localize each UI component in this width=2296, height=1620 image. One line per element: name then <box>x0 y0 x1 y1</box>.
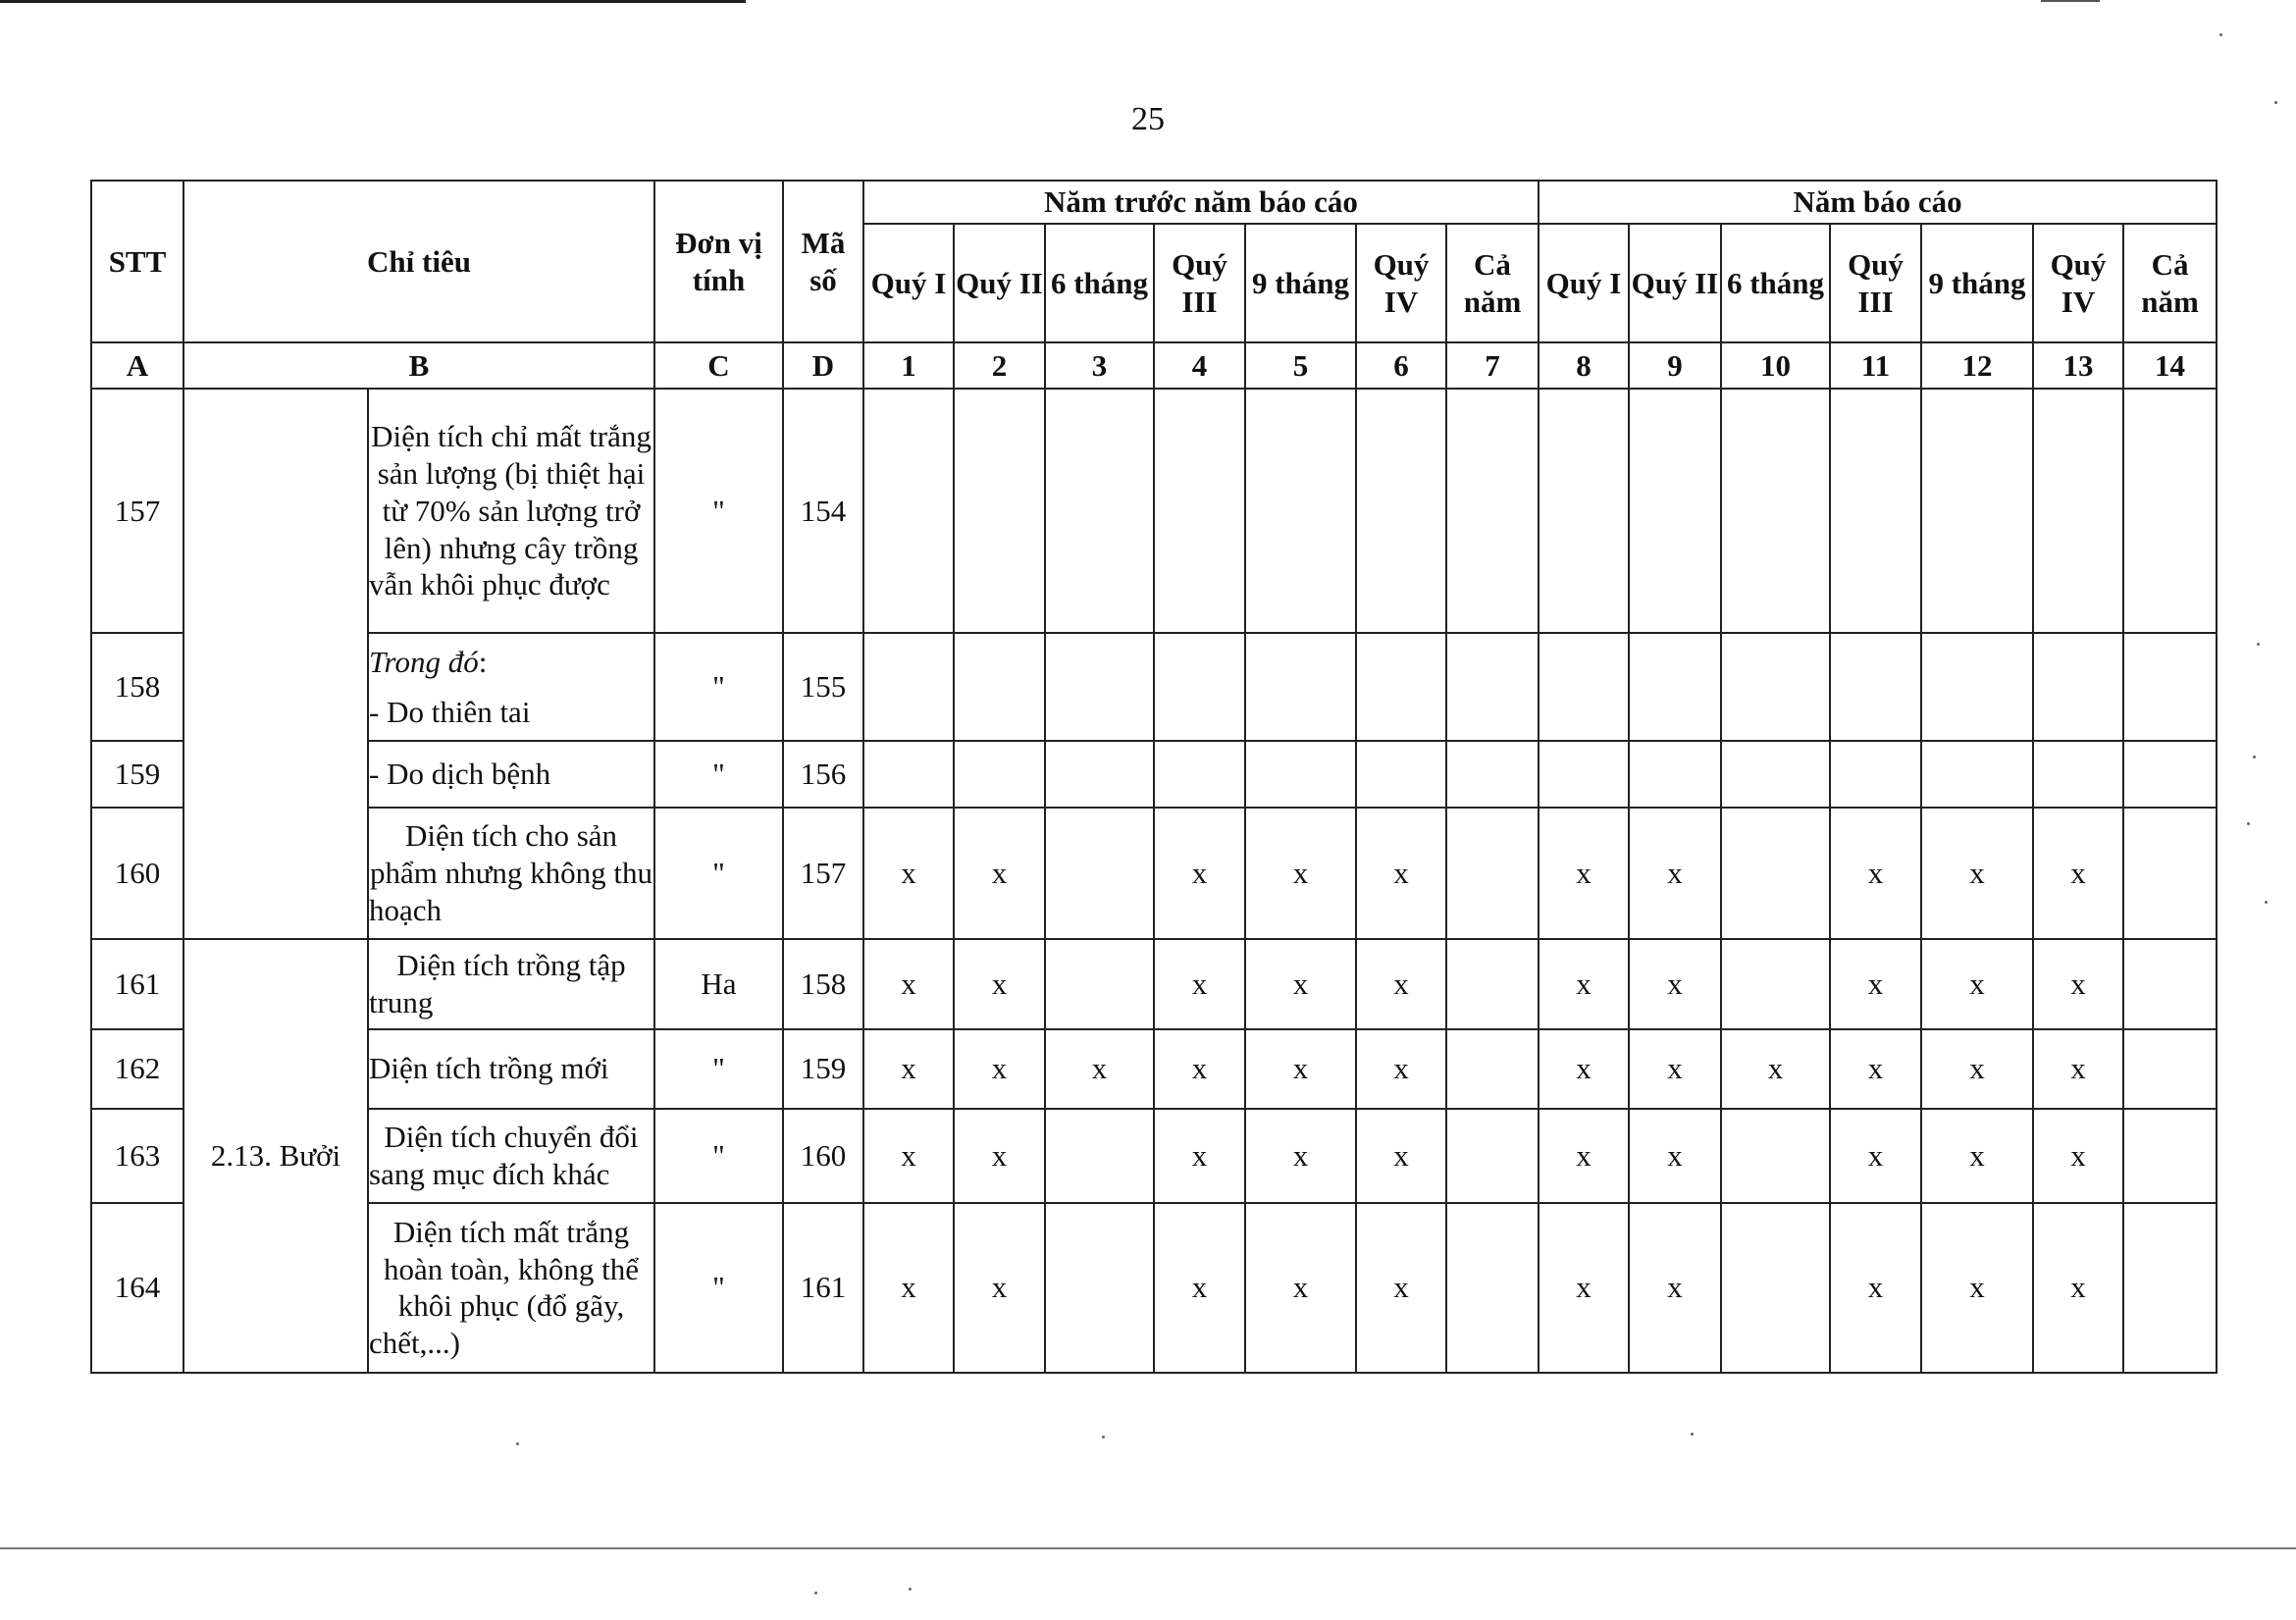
column-letter: C <box>654 342 783 389</box>
column-letter: 14 <box>2123 342 2217 389</box>
header-period-curr-7: Cả năm <box>2123 224 2217 342</box>
value-cell <box>2033 741 2123 807</box>
value-cell <box>1154 741 1245 807</box>
scan-speck <box>2219 33 2222 36</box>
value-cell <box>2033 633 2123 741</box>
value-cell: x <box>1154 808 1245 939</box>
row-indicator: - Do dịch bệnh <box>368 741 654 807</box>
value-cell: x <box>1629 1109 1721 1203</box>
row-code: 158 <box>783 939 863 1029</box>
value-cell <box>863 633 954 741</box>
row-code: 159 <box>783 1029 863 1109</box>
row-code: 156 <box>783 741 863 807</box>
value-cell <box>1446 1109 1539 1203</box>
scan-speck <box>2265 901 2268 904</box>
value-cell: x <box>1921 808 2033 939</box>
value-cell: x <box>1629 808 1721 939</box>
value-cell <box>1830 389 1921 634</box>
value-cell <box>2123 939 2217 1029</box>
value-cell: x <box>1830 1029 1921 1109</box>
table-row <box>91 633 2217 741</box>
header-period-prev-5: 9 tháng <box>1245 224 1356 342</box>
column-letter: 10 <box>1721 342 1830 389</box>
value-cell <box>1721 741 1830 807</box>
value-cell: x <box>1921 939 2033 1029</box>
value-cell <box>1045 1203 1154 1373</box>
value-cell <box>1629 633 1721 741</box>
value-cell: x <box>863 1203 954 1373</box>
value-cell: x <box>2033 808 2123 939</box>
value-cell <box>1045 633 1154 741</box>
value-cell: x <box>1356 1203 1446 1373</box>
header-period-prev-1: Quý I <box>863 224 954 342</box>
row-indicator-sub: - Do thiên tai <box>369 695 531 730</box>
value-cell <box>1446 1203 1539 1373</box>
top-scan-rule <box>0 0 746 3</box>
table-row <box>91 1029 2217 1109</box>
value-cell <box>1721 939 1830 1029</box>
row-code: 154 <box>783 389 863 634</box>
value-cell <box>2123 389 2217 634</box>
scan-speck <box>2247 822 2250 825</box>
row-unit: " <box>654 633 783 741</box>
value-cell <box>1921 741 2033 807</box>
value-cell <box>1245 633 1356 741</box>
value-cell <box>1921 633 2033 741</box>
value-cell: x <box>863 939 954 1029</box>
row-unit: " <box>654 1109 783 1203</box>
value-cell <box>1154 633 1245 741</box>
column-letter: 8 <box>1539 342 1629 389</box>
row-code: 160 <box>783 1109 863 1203</box>
row-indicator: Diện tích trồng mới <box>368 1029 654 1109</box>
row-indicator-suffix: : <box>478 644 488 679</box>
value-cell <box>1045 1109 1154 1203</box>
column-letter: 1 <box>863 342 954 389</box>
value-cell: x <box>1245 1203 1356 1373</box>
table-row <box>91 1109 2217 1203</box>
table-row <box>91 741 2217 807</box>
value-cell: x <box>954 808 1045 939</box>
row-stt: 161 <box>91 939 183 1029</box>
value-cell: x <box>954 939 1045 1029</box>
header-stt: STT <box>91 181 183 342</box>
row-stt: 159 <box>91 741 183 807</box>
value-cell: x <box>1921 1029 2033 1109</box>
value-cell <box>863 741 954 807</box>
header-period-prev-3: 6 tháng <box>1045 224 1154 342</box>
value-cell <box>1356 633 1446 741</box>
value-cell <box>2123 808 2217 939</box>
value-cell <box>1629 389 1721 634</box>
value-cell: x <box>1629 1203 1721 1373</box>
column-letter: 3 <box>1045 342 1154 389</box>
value-cell: x <box>1721 1029 1830 1109</box>
header-group-previous-year: Năm trước năm báo cáo <box>863 181 1539 224</box>
value-cell <box>1045 389 1154 634</box>
value-cell: x <box>1539 1029 1629 1109</box>
row-stt: 162 <box>91 1029 183 1109</box>
row-unit: " <box>654 1203 783 1373</box>
column-letter: B <box>183 342 654 389</box>
row-unit: " <box>654 389 783 634</box>
column-letter: 13 <box>2033 342 2123 389</box>
value-cell <box>1539 389 1629 634</box>
value-cell: x <box>1921 1203 2033 1373</box>
header-period-curr-2: Quý II <box>1629 224 1721 342</box>
value-cell: x <box>1356 939 1446 1029</box>
table-row <box>91 808 2217 939</box>
value-cell: x <box>1356 1029 1446 1109</box>
column-letter-row <box>91 342 2217 389</box>
value-cell: x <box>1539 1109 1629 1203</box>
value-cell: x <box>2033 1029 2123 1109</box>
column-letter: 11 <box>1830 342 1921 389</box>
scan-speck <box>2257 643 2260 646</box>
table-row <box>91 389 2217 634</box>
value-cell <box>1721 1203 1830 1373</box>
value-cell: x <box>1830 1109 1921 1203</box>
value-cell <box>1446 939 1539 1029</box>
row-code: 161 <box>783 1203 863 1373</box>
value-cell: x <box>1539 1203 1629 1373</box>
value-cell: x <box>1154 1203 1245 1373</box>
value-cell: x <box>1830 1203 1921 1373</box>
row-unit: " <box>654 1029 783 1109</box>
value-cell <box>2123 741 2217 807</box>
value-cell: x <box>863 1029 954 1109</box>
value-cell <box>1721 808 1830 939</box>
value-cell: x <box>2033 939 2123 1029</box>
table-row <box>91 1203 2217 1373</box>
value-cell <box>1356 389 1446 634</box>
value-cell <box>1830 741 1921 807</box>
crop-group-label: 2.13. Bưởi <box>183 939 368 1373</box>
scan-speck <box>814 1592 817 1594</box>
value-cell: x <box>863 808 954 939</box>
column-letter: 6 <box>1356 342 1446 389</box>
value-cell: x <box>1921 1109 2033 1203</box>
row-code: 155 <box>783 633 863 741</box>
row-indicator-italic: Trong đó <box>369 644 479 679</box>
value-cell <box>1446 1029 1539 1109</box>
column-letter: 7 <box>1446 342 1539 389</box>
value-cell <box>1629 741 1721 807</box>
value-cell <box>954 741 1045 807</box>
value-cell: x <box>2033 1203 2123 1373</box>
column-letter: 9 <box>1629 342 1721 389</box>
value-cell <box>863 389 954 634</box>
value-cell: x <box>1245 939 1356 1029</box>
row-stt: 160 <box>91 808 183 939</box>
header-chi-tieu: Chỉ tiêu <box>183 181 654 342</box>
row-stt: 164 <box>91 1203 183 1373</box>
value-cell <box>1245 389 1356 634</box>
value-cell <box>2123 633 2217 741</box>
value-cell <box>954 633 1045 741</box>
header-don-vi-tinh: Đơn vị tính <box>654 181 783 342</box>
value-cell <box>1245 741 1356 807</box>
value-cell <box>1539 633 1629 741</box>
row-indicator <box>368 633 654 741</box>
value-cell <box>1539 741 1629 807</box>
value-cell <box>1721 389 1830 634</box>
value-cell <box>1045 808 1154 939</box>
report-table <box>90 180 2218 1374</box>
value-cell: x <box>1830 808 1921 939</box>
value-cell: x <box>1045 1029 1154 1109</box>
value-cell <box>1721 1109 1830 1203</box>
value-cell <box>2123 1029 2217 1109</box>
row-stt: 157 <box>91 389 183 634</box>
header-period-curr-5: 9 tháng <box>1921 224 2033 342</box>
value-cell: x <box>2033 1109 2123 1203</box>
header-group-report-year: Năm báo cáo <box>1539 181 2217 224</box>
row-indicator: Diện tích cho sản phẩm nhưng không thu hoạch <box>368 808 654 939</box>
header-ma-so: Mã số <box>783 181 863 342</box>
column-letter: 5 <box>1245 342 1356 389</box>
row-indicator: Diện tích mất trắng hoàn toàn, không thể khôi phục (đổ gãy, chết,...) <box>368 1203 654 1373</box>
value-cell: x <box>863 1109 954 1203</box>
value-cell: x <box>1356 1109 1446 1203</box>
scan-speck <box>2253 756 2256 758</box>
value-cell: x <box>1245 1109 1356 1203</box>
value-cell <box>1830 633 1921 741</box>
value-cell: x <box>1245 808 1356 939</box>
column-letter: D <box>783 342 863 389</box>
row-indicator: Diện tích trồng tập trung <box>368 939 654 1029</box>
column-letter: 12 <box>1921 342 2033 389</box>
row-indicator: Diện tích chỉ mất trắng sản lượng (bị thiệt hại từ 70% sản lượng trở lên) nhưng cây trồng vẫn khôi phục được <box>368 389 654 634</box>
scan-speck <box>516 1442 519 1445</box>
column-letter: 4 <box>1154 342 1245 389</box>
row-stt: 158 <box>91 633 183 741</box>
row-code: 157 <box>783 808 863 939</box>
value-cell <box>954 389 1045 634</box>
value-cell: x <box>1830 939 1921 1029</box>
value-cell <box>2033 389 2123 634</box>
row-unit: " <box>654 808 783 939</box>
value-cell: x <box>1154 1029 1245 1109</box>
value-cell <box>1446 741 1539 807</box>
header-period-curr-4: Quý III <box>1830 224 1921 342</box>
row-stt: 163 <box>91 1109 183 1203</box>
scan-speck <box>1102 1436 1105 1438</box>
row-indicator: Diện tích chuyển đổi sang mục đích khác <box>368 1109 654 1203</box>
value-cell <box>1446 633 1539 741</box>
value-cell <box>2123 1109 2217 1203</box>
header-period-curr-1: Quý I <box>1539 224 1629 342</box>
column-letter: A <box>91 342 183 389</box>
bottom-scan-rule <box>0 1547 2296 1549</box>
scan-speck <box>1691 1433 1694 1436</box>
value-cell: x <box>1539 808 1629 939</box>
page-number: 25 <box>1131 101 1165 137</box>
value-cell <box>1045 939 1154 1029</box>
value-cell: x <box>1154 939 1245 1029</box>
value-cell: x <box>1629 1029 1721 1109</box>
column-letter: 2 <box>954 342 1045 389</box>
table-row <box>91 939 2217 1029</box>
value-cell: x <box>1245 1029 1356 1109</box>
value-cell: x <box>954 1029 1045 1109</box>
scan-speck <box>2274 101 2277 104</box>
value-cell: x <box>954 1109 1045 1203</box>
value-cell: x <box>1539 939 1629 1029</box>
value-cell <box>1446 389 1539 634</box>
value-cell <box>1154 389 1245 634</box>
value-cell: x <box>1154 1109 1245 1203</box>
header-period-curr-3: 6 tháng <box>1721 224 1830 342</box>
crop-group-cell <box>183 389 368 939</box>
value-cell <box>1356 741 1446 807</box>
value-cell: x <box>1629 939 1721 1029</box>
value-cell: x <box>1356 808 1446 939</box>
header-period-curr-6: Quý IV <box>2033 224 2123 342</box>
header-period-prev-2: Quý II <box>954 224 1045 342</box>
top-scan-mark <box>2041 0 2100 2</box>
scan-speck <box>909 1588 912 1591</box>
row-unit: " <box>654 741 783 807</box>
value-cell <box>1921 389 2033 634</box>
header-period-prev-6: Quý IV <box>1356 224 1446 342</box>
value-cell <box>2123 1203 2217 1373</box>
value-cell <box>1721 633 1830 741</box>
header-period-prev-7: Cả năm <box>1446 224 1539 342</box>
header-period-prev-4: Quý III <box>1154 224 1245 342</box>
value-cell <box>1045 741 1154 807</box>
row-unit: Ha <box>654 939 783 1029</box>
value-cell <box>1446 808 1539 939</box>
value-cell: x <box>954 1203 1045 1373</box>
